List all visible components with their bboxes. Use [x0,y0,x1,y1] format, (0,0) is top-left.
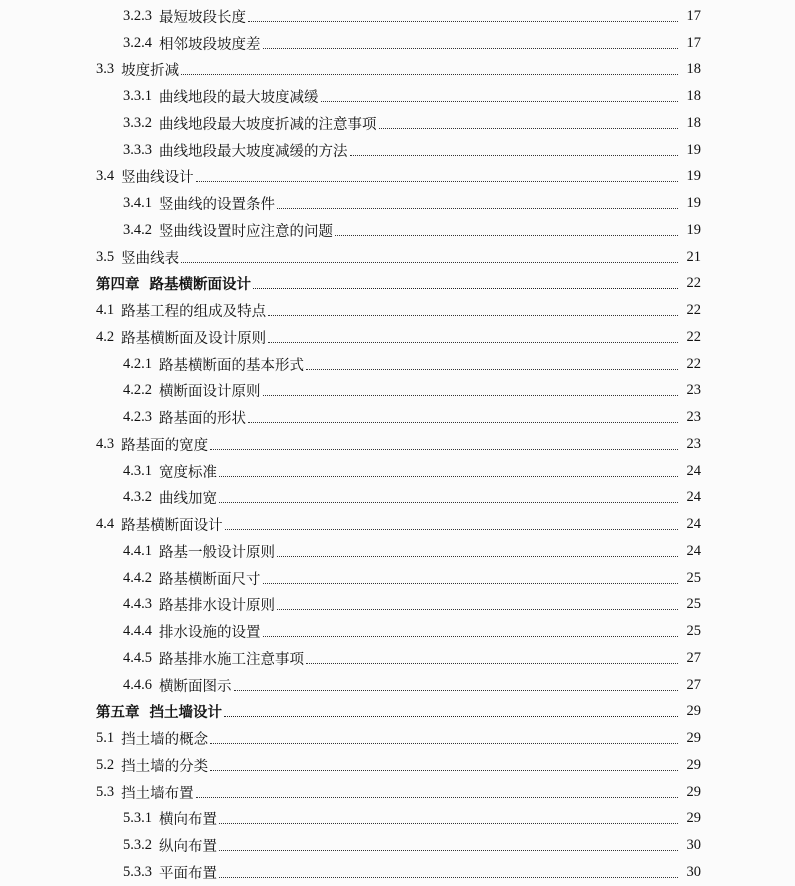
toc-entry-page-number: 24 [686,489,701,506]
toc-entry-number: 5.2 [96,756,115,773]
toc-entry[interactable] [0,164,795,191]
toc-entry-page-number: 19 [686,221,701,238]
toc-entry-title: 相邻坡段坡度差 [159,36,261,53]
toc-entry-page-number: 22 [686,328,701,345]
toc-entry-title: 曲线地段最大坡度折减的注意事项 [159,116,377,133]
toc-entry[interactable] [0,618,795,645]
toc-dot-leader [253,287,678,289]
toc-dot-leader [219,822,678,824]
toc-entry-title: 横断面设计原则 [159,384,261,401]
toc-entry-title: 挡土墙的分类 [121,758,209,775]
toc-entry-number: 5.3.2 [123,837,152,854]
toc-entry-page-number: 17 [686,34,701,51]
toc-entry[interactable] [0,244,795,271]
toc-entry-page-number: 29 [686,756,701,773]
toc-entry-number: 5.1 [96,730,115,747]
toc-entry-number: 4.4.3 [123,596,152,613]
toc-entry[interactable] [0,859,795,886]
toc-entry-page-number: 22 [686,275,701,292]
toc-dot-leader [350,154,679,156]
toc-entry-number: 第四章 [96,277,140,294]
toc-entry-number: 4.2.3 [123,409,152,426]
toc-entry-page-number: 29 [686,810,701,827]
toc-entry[interactable] [0,832,795,859]
toc-entry-page-number: 23 [686,382,701,399]
toc-entry-number: 3.3.3 [123,141,152,158]
toc-entry-page-number: 19 [686,195,701,212]
toc-entry[interactable] [0,190,795,217]
toc-dot-leader [263,47,679,49]
toc-entry-title: 路基排水设计原则 [159,598,275,615]
toc-entry-title: 纵向布置 [159,839,217,856]
toc-entry-number: 4.3 [96,435,115,452]
toc-dot-leader [196,180,678,182]
toc-entry-title: 坡度折减 [121,63,180,80]
toc-entry-title: 横断面图示 [159,678,232,695]
toc-entry-number: 5.3.3 [123,863,152,880]
toc-entry-page-number: 23 [686,435,701,452]
toc-entry-title: 挡土墙布置 [121,785,194,802]
toc-entry-page-number: 25 [686,623,701,640]
toc-entry-number: 5.3.1 [123,810,152,827]
toc-entry[interactable] [0,137,795,164]
toc-entry[interactable] [0,3,795,30]
toc-entry-title: 挡土墙的概念 [121,732,209,749]
toc-entry[interactable] [0,752,795,779]
toc-dot-leader [248,421,678,423]
toc-entry[interactable] [0,699,795,726]
toc-entry-number: 第五章 [96,705,140,722]
toc-entry[interactable] [0,725,795,752]
toc-entry[interactable] [0,511,795,538]
toc-entry[interactable] [0,592,795,619]
toc-entry[interactable] [0,806,795,833]
toc-entry-number: 3.4.2 [123,221,152,238]
toc-entry[interactable] [0,351,795,378]
toc-entry-title: 路基一般设计原则 [159,544,275,561]
toc-entry[interactable] [0,485,795,512]
toc-entry[interactable] [0,672,795,699]
toc-entry-title: 竖曲线表 [121,250,180,267]
toc-entry-title: 竖曲线的设置条件 [159,197,275,214]
table-of-contents [0,3,795,886]
toc-dot-leader [224,715,678,717]
toc-entry-title: 路基面的宽度 [121,437,209,454]
toc-entry-number: 3.4.1 [123,195,152,212]
toc-entry-page-number: 27 [686,676,701,693]
toc-entry-page-number: 29 [686,730,701,747]
toc-dot-leader [219,501,678,503]
toc-entry[interactable] [0,645,795,672]
toc-entry-page-number: 25 [686,569,701,586]
toc-entry-title: 竖曲线设置时应注意的问题 [159,223,333,240]
toc-entry[interactable] [0,378,795,405]
toc-entry-number: 4.4.1 [123,542,152,559]
toc-entry[interactable] [0,565,795,592]
toc-dot-leader [277,207,678,209]
toc-dot-leader [219,876,678,878]
toc-entry-page-number: 24 [686,516,701,533]
toc-entry-title: 平面布置 [159,865,217,882]
toc-entry-number: 4.4.5 [123,649,152,666]
toc-entry-number: 3.3 [96,61,115,78]
toc-entry-title: 最短坡段长度 [159,9,246,26]
toc-entry-page-number: 18 [686,88,701,105]
toc-entry-number: 4.3.1 [123,462,152,479]
toc-entry-number: 4.2.2 [123,382,152,399]
toc-dot-leader [263,635,679,637]
toc-entry-number: 4.2 [96,328,115,345]
toc-dot-leader [321,100,679,102]
toc-dot-leader [248,20,678,22]
toc-entry-number: 4.4 [96,516,115,533]
toc-entry[interactable] [0,30,795,57]
toc-entry-title: 路基横断面设计 [121,518,223,535]
toc-dot-leader [335,234,678,236]
toc-entry-number: 3.5 [96,248,115,265]
toc-entry-title: 排水设施的设置 [159,625,261,642]
toc-dot-leader [268,314,678,316]
toc-entry-page-number: 23 [686,409,701,426]
toc-entry-title: 路基排水施工注意事项 [159,651,304,668]
toc-entry[interactable] [0,538,795,565]
toc-dot-leader [225,528,678,530]
toc-dot-leader [219,849,678,851]
toc-entry-page-number: 30 [686,837,701,854]
toc-entry[interactable] [0,217,795,244]
toc-entry-page-number: 18 [686,61,701,78]
toc-entry-number: 4.4.4 [123,623,152,640]
toc-entry-number: 4.4.6 [123,676,152,693]
toc-dot-leader [210,448,678,450]
toc-dot-leader [181,73,678,75]
toc-entry-page-number: 17 [686,7,701,24]
toc-dot-leader [196,796,678,798]
toc-entry-page-number: 29 [686,703,701,720]
toc-entry[interactable] [0,458,795,485]
toc-entry-title: 路基面的形状 [159,411,246,428]
toc-dot-leader [268,341,678,343]
toc-entry-title: 路基横断面尺寸 [159,571,261,588]
toc-entry-page-number: 22 [686,355,701,372]
toc-dot-leader [181,261,678,263]
toc-entry-title: 路基横断面的基本形式 [159,357,304,374]
toc-entry-number: 4.1 [96,302,115,319]
toc-entry-page-number: 29 [686,783,701,800]
toc-entry-number: 4.4.2 [123,569,152,586]
toc-entry-number: 4.3.2 [123,489,152,506]
toc-entry-page-number: 19 [686,141,701,158]
toc-entry-number: 3.3.2 [123,114,152,131]
toc-entry-title: 路基横断面设计 [149,277,251,294]
toc-entry[interactable] [0,83,795,110]
toc-dot-leader [277,555,678,557]
toc-entry-title: 挡土墙设计 [149,705,222,722]
toc-entry-page-number: 30 [686,863,701,880]
toc-entry-page-number: 19 [686,168,701,185]
toc-entry-page-number: 22 [686,302,701,319]
toc-entry-page-number: 18 [686,114,701,131]
toc-entry-number: 3.4 [96,168,115,185]
toc-entry-title: 路基工程的组成及特点 [121,304,267,321]
toc-entry-title: 横向布置 [159,812,217,829]
toc-dot-leader [219,475,678,477]
toc-dot-leader [210,769,678,771]
toc-entry-page-number: 24 [686,542,701,559]
toc-entry[interactable] [0,57,795,84]
toc-entry[interactable] [0,431,795,458]
toc-entry-title: 曲线地段的最大坡度减缓 [159,90,319,107]
toc-dot-leader [306,368,678,370]
toc-entry-page-number: 25 [686,596,701,613]
toc-dot-leader [306,662,678,664]
toc-entry-title: 路基横断面及设计原则 [121,330,267,347]
toc-entry-page-number: 24 [686,462,701,479]
toc-entry-title: 曲线加宽 [159,491,217,508]
toc-entry-number: 3.3.1 [123,88,152,105]
toc-dot-leader [379,127,679,129]
toc-entry[interactable] [0,324,795,351]
toc-dot-leader [263,394,679,396]
toc-entry-title: 曲线地段最大坡度减缓的方法 [159,143,348,160]
toc-entry-title: 宽度标准 [159,464,217,481]
toc-entry[interactable] [0,297,795,324]
toc-entry[interactable] [0,110,795,137]
toc-dot-leader [263,582,679,584]
toc-entry-page-number: 27 [686,649,701,666]
toc-entry[interactable] [0,779,795,806]
toc-entry-number: 5.3 [96,783,115,800]
toc-entry[interactable] [0,404,795,431]
toc-entry-number: 3.2.3 [123,7,152,24]
toc-dot-leader [234,689,679,691]
toc-entry-title: 竖曲线设计 [121,170,194,187]
toc-entry-number: 4.2.1 [123,355,152,372]
toc-dot-leader [277,608,678,610]
toc-entry-number: 3.2.4 [123,34,152,51]
toc-entry[interactable] [0,271,795,298]
toc-entry-page-number: 21 [686,248,701,265]
toc-dot-leader [210,742,678,744]
